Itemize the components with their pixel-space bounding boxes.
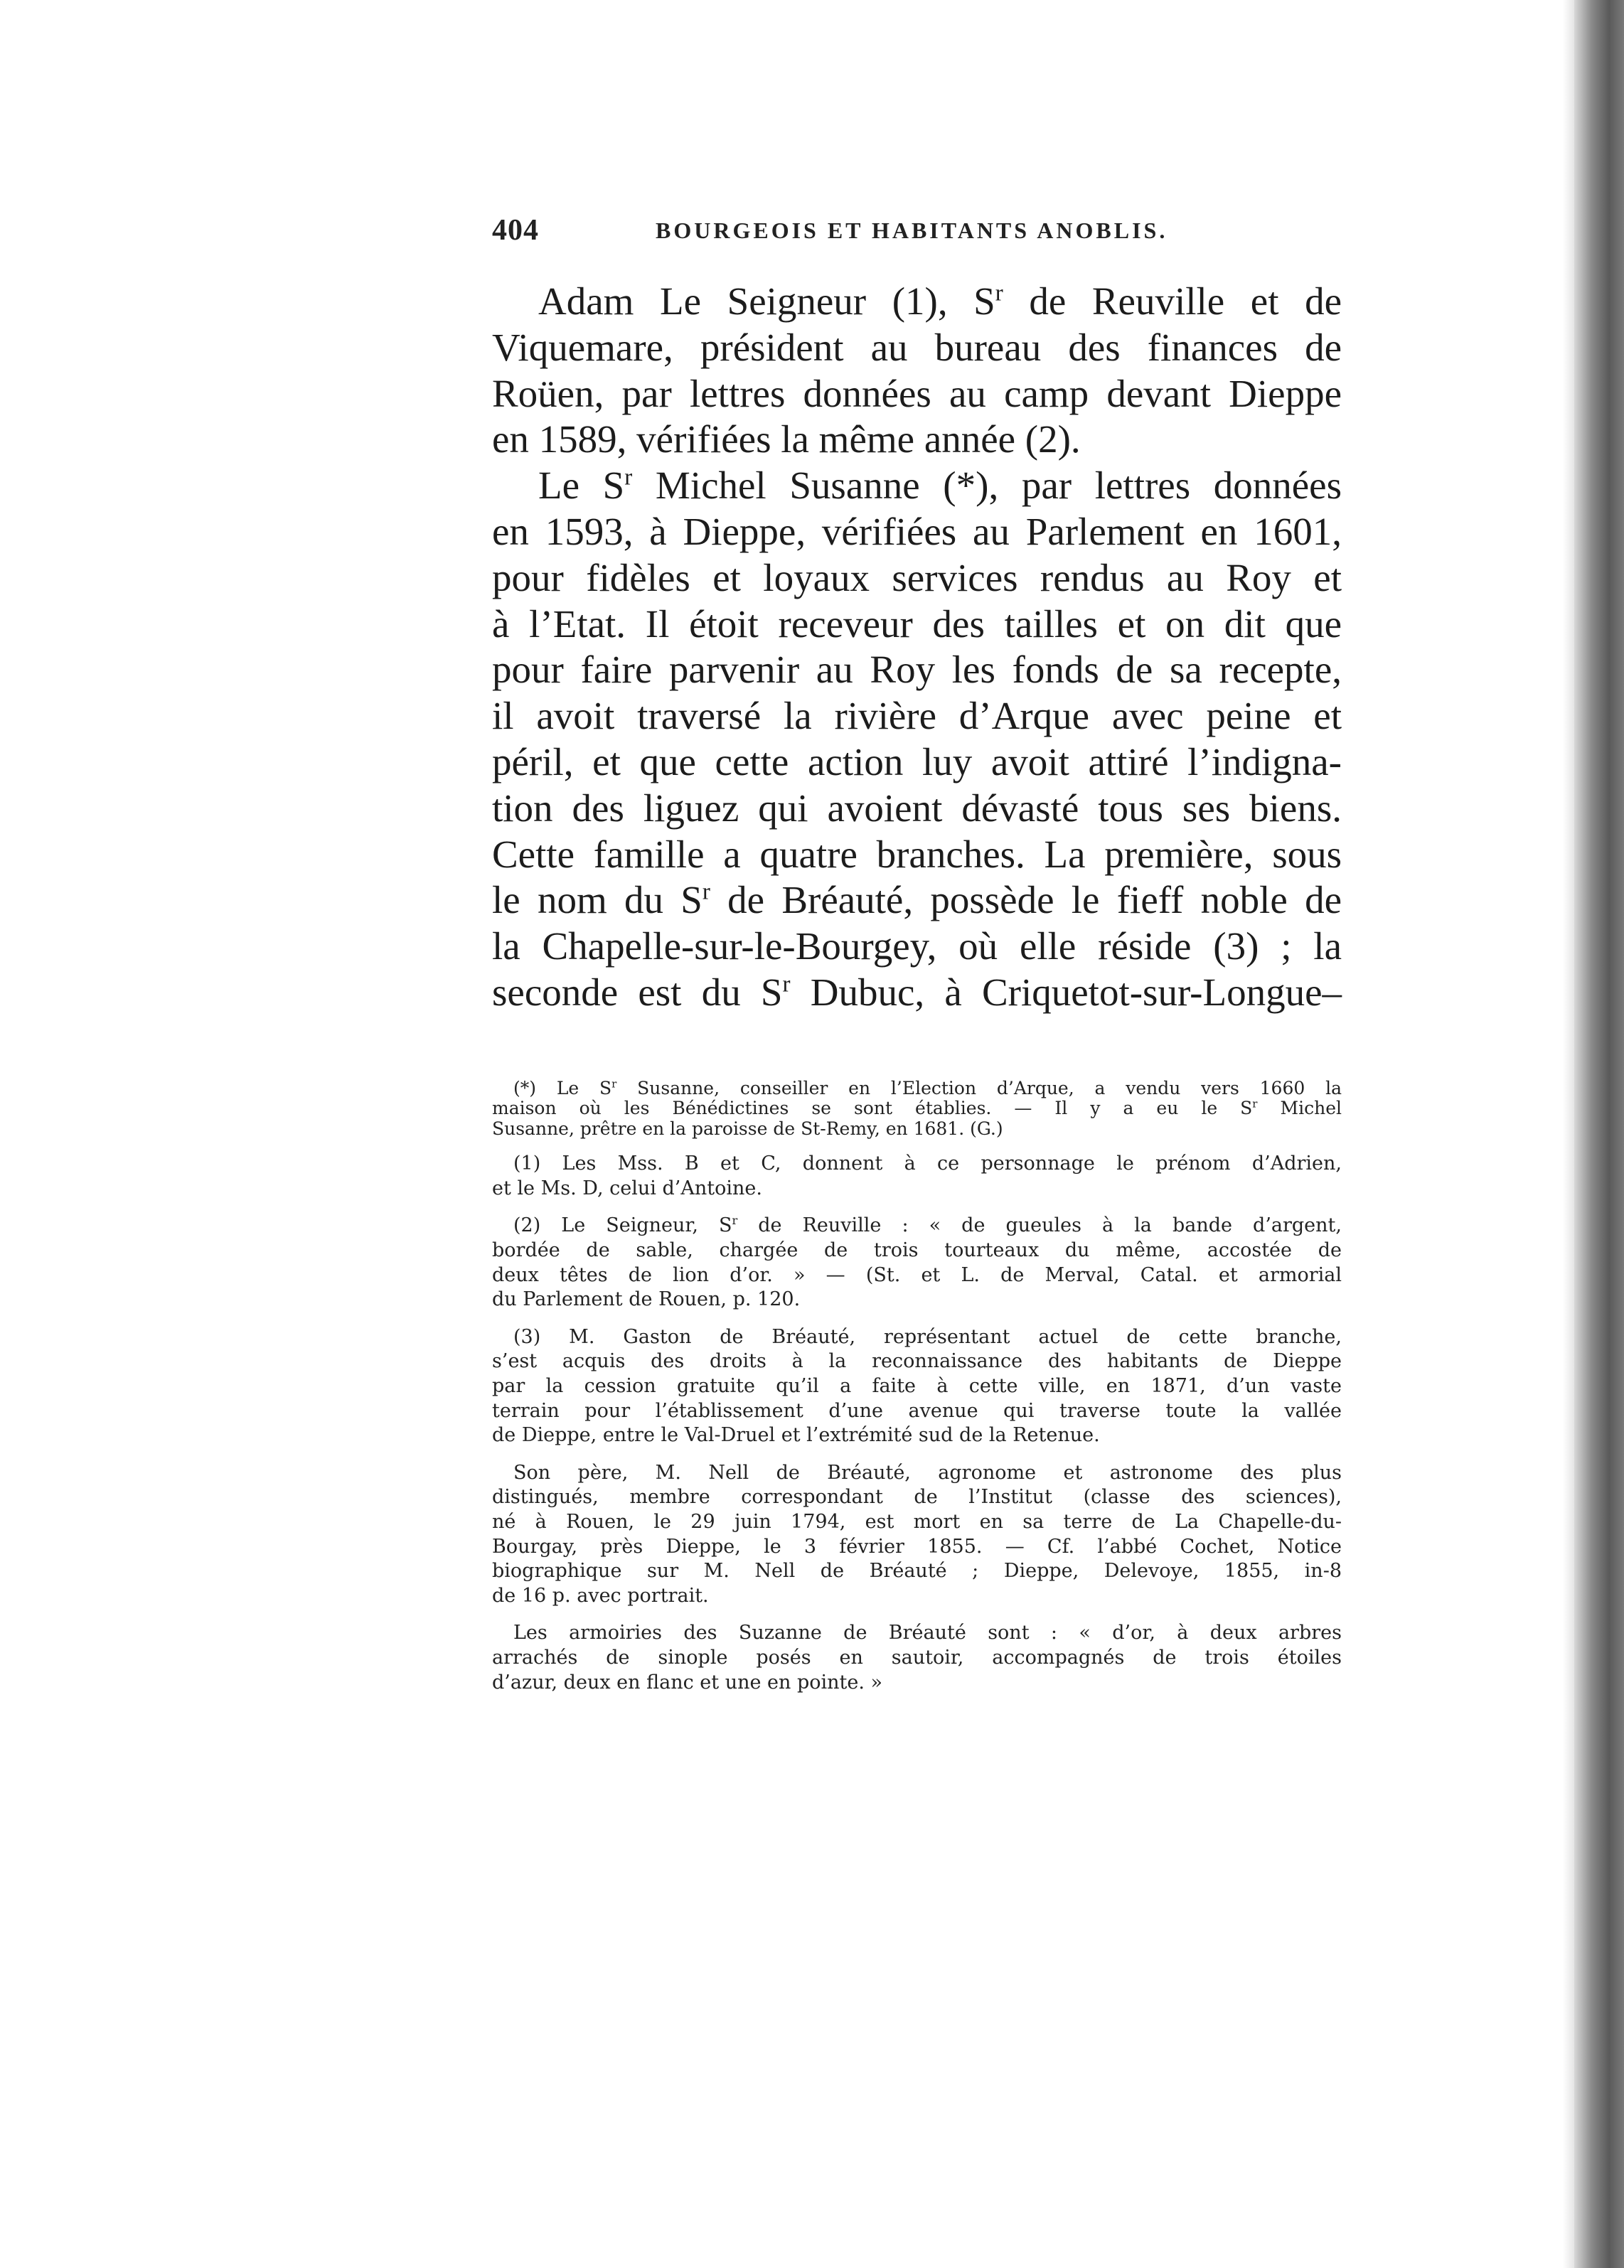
- footnote-line: par la cession gratuite qu’il a faite à cette ville, en 1871, d’un vaste: [492, 1375, 1342, 1397]
- running-head: BOURGEOIS ET HABITANTS ANOBLIS.: [656, 218, 1168, 243]
- footnote-line: Son père, M. Nell de Bréauté, agronome et astronome des plus: [513, 1461, 1342, 1484]
- body-line: Adam Le Seigneur (1), $S^r$ de Reuville et de: [538, 279, 1342, 323]
- footnote-line: et le Ms. D, celui d’Antoine.: [492, 1177, 762, 1199]
- body-line: la Chapelle-sur-le-Bourgey, où elle réside (3) ; la: [492, 924, 1342, 968]
- body-line: en 1593, à Dieppe, vérifiées au Parlement en 1601,: [492, 509, 1342, 553]
- body-line: Le $S^r$ Michel Susanne (*), par lettres données: [538, 464, 1342, 508]
- scan-edge-highlight: [1563, 0, 1574, 2268]
- footnote-line: du Parlement de Rouen, p. 120.: [492, 1288, 801, 1311]
- body-line: à l’Etat. Il étoit receveur des tailles et on dit que: [492, 601, 1342, 646]
- body-line: Cette famille a quatre branches. La première, sous: [492, 832, 1342, 876]
- scan-binding-edge: [1574, 0, 1624, 2268]
- footnotes: [492, 1079, 1342, 1695]
- footnote-line: Bourgay, près Dieppe, le 3 février 1855. — Cf. l’abbé Cochet, Notice: [492, 1535, 1342, 1558]
- footnote-line: s’est acquis des droits à la reconnaissance des habitants de Dieppe: [492, 1350, 1342, 1373]
- footnote-line: distingués, membre correspondant de l’Institut (classe des sciences),: [492, 1486, 1342, 1509]
- footnote-line: biographique sur M. Nell de Bréauté ; Dieppe, Delevoye, 1855, in-8: [492, 1560, 1342, 1583]
- body-line: seconde est du $S^r$ Dubuc, à Criquetot-sur-Longue–: [492, 970, 1342, 1014]
- body-line: en 1589, vérifiées la même année (2).: [492, 417, 1081, 461]
- body-line: tion des liguez qui avoient dévasté tous ses biens.: [492, 786, 1342, 830]
- footnote-line: (3) M. Gaston de Bréauté, représentant actuel de cette branche,: [513, 1325, 1342, 1348]
- page-header: [492, 213, 1342, 256]
- footnote-line: (1) Les Mss. B et C, donnent à ce personnage le prénom d’Adrien,: [513, 1152, 1342, 1175]
- footnote-line: bordée de sable, chargée de trois tourteaux du même, accostée de: [492, 1239, 1342, 1262]
- footnote-line: (2) Le Seigneur, $S^r$ de Reuville : « de gueules à la bande d’argent,: [513, 1214, 1342, 1237]
- footnote-line: Susanne, prêtre en la paroisse de St-Remy, en 1681. (G.): [492, 1118, 1003, 1139]
- footnote-line: deux têtes de lion d’or. » — (St. et L. de Merval, Catal. et armorial: [492, 1263, 1342, 1286]
- page-number: 404: [492, 214, 539, 247]
- body-line: Roüen, par lettres données au camp devant Dieppe: [492, 371, 1342, 415]
- body-line: pour fidèles et loyaux services rendus au Roy et: [492, 555, 1342, 599]
- body-line: le nom du $S^r$ de Bréauté, possède le fieff noble de: [492, 878, 1342, 922]
- footnote-line: Les armoiries des Suzanne de Bréauté sont : « d’or, à deux arbres: [513, 1622, 1342, 1644]
- body-line: il avoit traversé la rivière d’Arque avec peine et: [492, 694, 1342, 738]
- body-line: péril, et que cette action luy avoit attiré l’indigna-: [492, 739, 1342, 783]
- footnote-line: de Dieppe, entre le Val-Druel et l’extrémité sud de la Retenue.: [492, 1424, 1100, 1447]
- footnote-line: d’azur, deux en flanc et une en pointe. »: [492, 1671, 883, 1694]
- footnote-line: maison où les Bénédictines se sont établies. — Il y a eu le $S^r$ Michel: [492, 1097, 1342, 1119]
- body-line: pour faire parvenir au Roy les fonds de sa recepte,: [492, 648, 1342, 692]
- main-text: [492, 279, 1342, 1016]
- footnote-line: de 16 p. avec portrait.: [492, 1584, 709, 1607]
- footnote-line: né à Rouen, le 29 juin 1794, est mort en sa terre de La Chapelle-du-: [492, 1510, 1342, 1533]
- body-line: Viquemare, président au bureau des finances de: [492, 325, 1342, 369]
- footnote-line: terrain pour l’établissement d’une avenue qui traverse toute la vallée: [492, 1399, 1342, 1422]
- footnote-line: (*) Le $S^r$ Susanne, conseiller en l’Election d’Arque, a vendu vers 1660 la: [513, 1077, 1342, 1098]
- footnote-line: arrachés de sinople posés en sautoir, accompagnés de trois étoiles: [492, 1646, 1342, 1669]
- book-page: [492, 213, 1342, 1695]
